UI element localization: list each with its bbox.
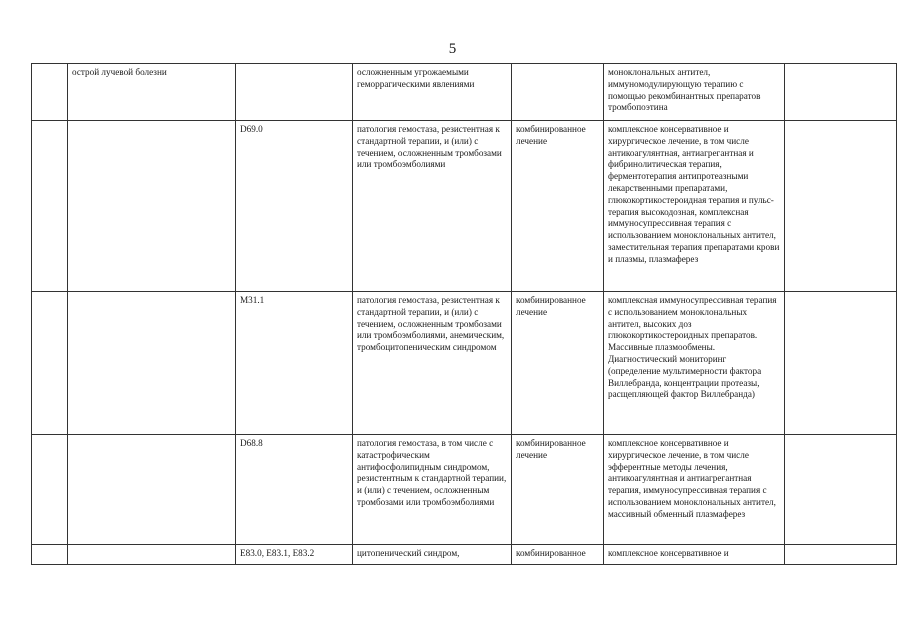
row-number-cell	[32, 121, 68, 292]
treatment-type-cell: комбинированное лечение	[512, 292, 604, 435]
row-number-cell	[32, 292, 68, 435]
treatment-method-cell: комплексная иммуносупрессивная терапия с использованием моноклональных антител, высоких доз глюкокортикостероидных препаратов. Массивные плазмообмены. Диагностический мониторинг (определение мультимерности фактора Виллебранда, концентрации протеазы, расщепляющей фактор Виллебранда)	[604, 292, 785, 435]
cost-cell	[785, 121, 897, 292]
icd-code-cell	[236, 64, 353, 121]
treatment-type-cell	[512, 64, 604, 121]
table-row	[32, 545, 897, 565]
treatment-method-cell: комплексное консервативное и хирургическое лечение, в том числе эфферентные методы лечения, антикоагулянтная и антиагрегантная терапия, иммуносупрессивная терапия с использованием моноклональных антител, массивный обменный плазмаферез	[604, 435, 785, 545]
table-row	[32, 292, 897, 435]
row-number-cell	[32, 545, 68, 565]
profile-cell	[68, 545, 236, 565]
row-number-cell	[32, 435, 68, 545]
cost-cell	[785, 435, 897, 545]
treatment-type-cell: комбинированное	[512, 545, 604, 565]
treatment-method-cell: комплексное консервативное и	[604, 545, 785, 565]
profile-cell	[68, 292, 236, 435]
treatment-method-cell: комплексное консервативное и хирургическое лечение, в том числе антикоагулянтная, антиагрегантная и фибринолитическая терапия, ферментотерапия антипротеазными лекарственными препаратами, глюкокортикостероидная терапия и пульс-терапия высокодозная, комплексная иммуносупрессивная терапия с использованием моноклональных антител, заместительная терапия препаратами крови и плазмы, плазмаферез	[604, 121, 785, 292]
icd-code-cell: D69.0	[236, 121, 353, 292]
icd-code-cell: D68.8	[236, 435, 353, 545]
patient-model-cell: патология гемостаза, в том числе с катастрофическим антифосфолипидным синдромом, резистентным к стандартной терапии, и (или) с течением, осложненным тромбозами или тромбоэмболиями	[353, 435, 512, 545]
patient-model-cell: патология гемостаза, резистентная к стандартной терапии, и (или) с течением, осложненным тромбозами или тромбоэмболиями	[353, 121, 512, 292]
treatment-table	[31, 63, 897, 565]
treatment-method-cell: моноклональных антител, иммуномодулирующую терапию с помощью рекомбинантных препаратов тромбопоэтина	[604, 64, 785, 121]
treatment-type-cell: комбинированное лечение	[512, 435, 604, 545]
patient-model-cell: патология гемостаза, резистентная к стандартной терапии, и (или) с течением, осложненным тромбозами или тромбоэмболиями, анемическим, тромбоцитопеническим синдромом	[353, 292, 512, 435]
table-row	[32, 435, 897, 545]
treatment-type-cell: комбинированное лечение	[512, 121, 604, 292]
patient-model-cell: цитопенический синдром,	[353, 545, 512, 565]
row-number-cell	[32, 64, 68, 121]
cost-cell	[785, 545, 897, 565]
profile-cell	[68, 435, 236, 545]
profile-cell	[68, 121, 236, 292]
icd-code-cell: Е83.0, Е83.1, Е83.2	[236, 545, 353, 565]
page-number: 5	[448, 41, 457, 57]
patient-model-cell: осложненным угрожаемыми геморрагическими явлениями	[353, 64, 512, 121]
cost-cell	[785, 292, 897, 435]
profile-cell: острой лучевой болезни	[68, 64, 236, 121]
icd-code-cell: М31.1	[236, 292, 353, 435]
cost-cell	[785, 64, 897, 121]
table-row	[32, 64, 897, 121]
table-row	[32, 121, 897, 292]
